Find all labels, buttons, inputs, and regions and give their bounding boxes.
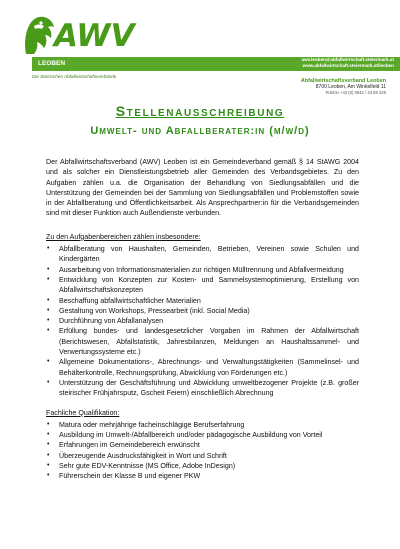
list-item: • Allgemeine Dokumentations-, Abrechnungs- und Verwaltungstätigkeiten (Sammelinsel- und Behälterkontrolle, Rechnungsprüfung, Abwicklung von Förderungen etc.) xyxy=(47,358,359,377)
document-body xyxy=(46,157,359,482)
list-item: • Erfüllung bundes- und landesgesetzlicher Vorgaben im Rahmen der Abfallwirtschaft (Berichtswesen, Abfallstatistik, Jahresbilanzen, Meldungen an Haushaltssammel- und Verwertungssysteme etc.) xyxy=(47,327,359,357)
section-gap xyxy=(46,399,359,408)
list-item: • Sehr gute EDV-Kenntnisse (MS Office, Adobe InDesign) xyxy=(47,462,236,471)
page-subtitle: Umwelt- und Abfallberater:in (m/w/d) xyxy=(90,125,310,137)
list-item: • Beschaffung abfallwirtschaftlicher Materialien xyxy=(47,296,201,305)
qualifications-heading: Fachliche Qualifikation: xyxy=(46,408,120,417)
list-item: • Abfallberatung von Haushalten, Gemeinden, Betrieben, Vereinen sowie Schulen und Kindergärten xyxy=(47,245,359,264)
list-item: • Überzeugende Ausdrucksfähigkeit in Wort und Schrift xyxy=(47,451,227,460)
list-item: • Durchführung von Abfallanalysen xyxy=(47,317,164,326)
bullet-icon: • xyxy=(47,306,50,314)
address-organization: Abfallwirtschaftsverband Leoben xyxy=(300,78,386,84)
bullet-icon: • xyxy=(47,472,50,480)
page-title: Stellenausschreibung xyxy=(115,103,285,119)
list-item: • Gestaltung von Workshops, Pressearbeit (inkl. Social Media) xyxy=(47,306,250,315)
sender-address xyxy=(301,78,386,97)
list-item: • Ausbildung im Umwelt-/Abfallbereich und/oder pädagogische Ausbildung von Vorteil xyxy=(47,431,323,440)
header-website-link[interactable]: www.abfallwirtschaft.steiermark.at/leoben xyxy=(302,63,394,68)
logo-wordmark: AWV xyxy=(54,18,135,54)
header-contacts xyxy=(302,57,394,69)
tasks-heading: Zu den Aufgabenbereichen zählen insbesondere: xyxy=(46,232,201,241)
bullet-icon: • xyxy=(47,275,50,283)
list-item: • Erfahrungen im Gemeindebereich erwünscht xyxy=(47,441,200,450)
qualifications-list xyxy=(46,420,359,482)
header-city: LEOBEN xyxy=(38,60,66,67)
intro-paragraph: Der Abfallwirtschaftsverband (AWV) Leoben ist ein Gemeindeverband gemäß § 14 StAWG 2004 und als solcher ein Dienstleistungsbetrieb aller Gemeinden des Verbandsgebietes. Zu den Aufgaben zählen u.a. die Organisation der Behandlung von Siedlungsabfällen und die Unterstützung der Gemeinden bei der Sammlung von Siedlungsabfällen und Problemstoffen sowie in der Abfallberatung und Öffentlichkeitsarbeit. Als Ansprechpartner:in für die Verbandsgemeinden sind mit dieser Funktion auch Außendienste verbunden. xyxy=(46,158,359,218)
bullet-icon: • xyxy=(47,265,50,273)
bullet-icon: • xyxy=(47,451,50,459)
header-email-link[interactable]: awv.leoben@abfallwirtschaft.steiermark.at xyxy=(301,57,394,62)
list-item: • Unterstützung der Geschäftsführung und Abwicklung umweltbezogener Projekte (z.B. großer steirischer Frühjahrsputz, Gscheit Feiern) einschließlich Abrechnung xyxy=(47,378,359,398)
bullet-icon: • xyxy=(47,420,50,428)
bullet-icon: • xyxy=(47,358,50,366)
header-slogan: Die Steirischen Abfallwirtschaftsverbände xyxy=(32,74,117,79)
lion-emblem-icon xyxy=(22,14,56,58)
bullet-icon: • xyxy=(47,462,50,470)
address-telephone: Telefon +43 (0) 3842 / 43 68 329 xyxy=(325,90,386,96)
bullet-icon: • xyxy=(47,378,50,386)
bullet-icon: • xyxy=(47,441,50,449)
list-item: • Führerschein der Klasse B und eigener PKW xyxy=(47,472,201,481)
list-item: • Entwicklung von Konzepten zur Kosten- und Sammelsystemoptimierung, Erstellung von Abfallwirtschaftskonzepten xyxy=(47,275,359,295)
bullet-icon: • xyxy=(47,245,50,253)
list-item: • Ausarbeitung von Informationsmaterialien zur richtigen Mülltrennung und Abfallvermeidung xyxy=(47,265,344,274)
bullet-icon: • xyxy=(47,317,50,325)
bullet-icon: • xyxy=(47,431,50,439)
bullet-icon: • xyxy=(47,296,50,304)
bullet-icon: • xyxy=(47,327,50,335)
address-street: 8700 Leoben, Am Winkelfeld 11 xyxy=(315,84,386,91)
list-item: • Matura oder mehrjährige facheinschlägige Berufserfahrung xyxy=(47,420,245,429)
tasks-list xyxy=(46,244,359,398)
